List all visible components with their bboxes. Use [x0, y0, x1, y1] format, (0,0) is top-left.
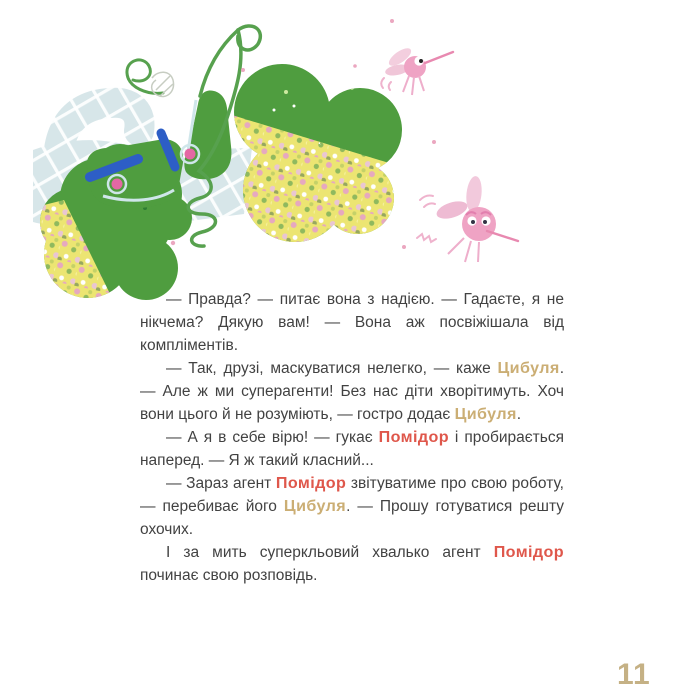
paragraph: [140, 357, 564, 426]
boot-button: [185, 149, 196, 160]
onion-character-name: Цибуля: [283, 497, 347, 515]
story-text-segment: починає свою розповідь.: [140, 567, 318, 584]
page-number: 11: [617, 658, 651, 691]
story-text-segment: — Правда? — питає вона з надією. — Гадаєте, я не нікчема? Дякую вам! — Вона аж посвіжішала від компліментів.: [140, 291, 564, 354]
sketch-scribble: [152, 72, 174, 96]
tomato-character-name: Помідор: [378, 428, 449, 446]
tomato-character-name: Помідор: [493, 543, 564, 561]
story-text-segment: — Зараз агент: [166, 475, 276, 492]
story-text: [140, 288, 564, 587]
mosquito-icon: [417, 175, 518, 262]
paragraph: [140, 426, 564, 472]
paragraph: [140, 288, 564, 357]
paragraph: [140, 472, 564, 541]
onion-character-name: Цибуля: [497, 359, 560, 377]
story-text-segment: . — Прошу готуватися решту охочих.: [140, 498, 565, 538]
illustration: [0, 0, 700, 310]
onion-character-name: Цибуля: [454, 405, 517, 423]
story-text-segment: звітуватиме про свою роботу, — перебиває його: [140, 475, 564, 515]
story-text-segment: .: [516, 406, 522, 423]
story-text-segment: — А я в себе вірю! — гукає: [166, 429, 379, 446]
mosquito-icon: [381, 45, 453, 95]
paragraph: [140, 541, 564, 587]
story-text-segment: І за мить суперкльовий хвалько агент: [166, 544, 494, 561]
story-text-segment: . — Але ж ми суперагенти! Без нас діти хворітимуть. Хоч вони цього й не розуміють, — гостро додає: [140, 360, 564, 423]
story-text-segment: — Так, друзі, маскуватися нелегко, — каже: [166, 360, 498, 377]
story-text-segment: і пробирається наперед. — Я ж такий класний...: [140, 429, 564, 469]
boot-button: [112, 179, 123, 190]
tomato-character-name: Помідор: [275, 474, 347, 492]
